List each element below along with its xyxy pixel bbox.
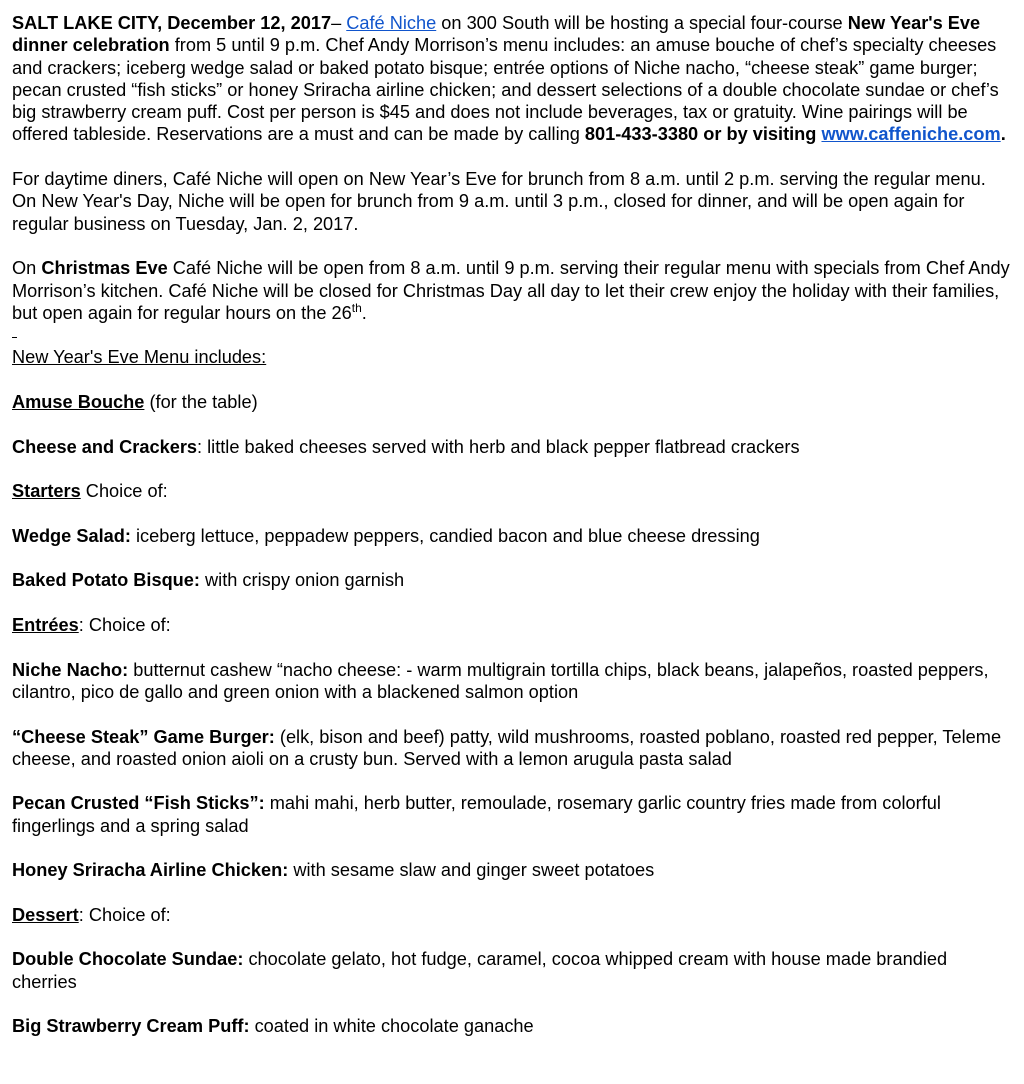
event-name: New Year's Eve dinner celebration xyxy=(12,13,981,56)
entrees-note: : Choice of: xyxy=(78,615,171,636)
christmas-paragraph xyxy=(12,257,1014,324)
dessert-title: Dessert xyxy=(12,904,79,925)
menu-cheese xyxy=(12,436,1014,458)
menu-chicken xyxy=(12,859,1014,881)
christmas-eve: Christmas Eve xyxy=(41,258,168,279)
menu-heading-text: New Year's Eve Menu includes: xyxy=(12,347,267,368)
website-link[interactable]: www.caffeniche.com xyxy=(821,124,1001,145)
puff-title: Big Strawberry Cream Puff: xyxy=(12,1016,250,1037)
christmas-on: On xyxy=(12,258,42,279)
starters-title: Starters xyxy=(12,481,81,502)
fish-desc: mahi mahi, herb butter, remoulade, rosemary garlic country fries made from colorful fingerlings and a spring salad xyxy=(12,793,941,836)
burger-desc: (elk, bison and beef) patty, wild mushrooms, roasted poblano, roasted red pepper, Teleme cheese, and roasted onion aioli on a crusty bun. Served with a lemon arugula pasta salad xyxy=(12,726,1002,769)
phone-number: 801-433-3380 or by visiting xyxy=(584,124,822,145)
sundae-desc: chocolate gelato, hot fudge, caramel, cocoa whipped cream with house made brandied cherries xyxy=(12,949,948,992)
puff-desc: coated in white chocolate ganache xyxy=(249,1016,534,1037)
menu-amuse xyxy=(12,391,1014,413)
menu-starters xyxy=(12,480,1014,502)
bisque-title: Baked Potato Bisque: xyxy=(12,570,200,591)
burger-title: “Cheese Steak” Game Burger: xyxy=(12,726,275,747)
menu-wedge xyxy=(12,525,1014,547)
intro-paragraph xyxy=(12,12,1014,146)
christmas-end: . xyxy=(361,302,367,323)
starters-note: Choice of: xyxy=(80,481,168,502)
amuse-note: (for the table) xyxy=(144,392,258,413)
cheese-title: Cheese and Crackers xyxy=(12,436,198,457)
menu-sundae xyxy=(12,948,1014,993)
dateline: SALT LAKE CITY, December 12, 2017 xyxy=(12,13,332,33)
sundae-title: Double Chocolate Sundae: xyxy=(12,949,244,970)
cafe-niche-link[interactable]: Café Niche xyxy=(346,13,437,33)
menu-bisque xyxy=(12,569,1014,591)
menu-fish xyxy=(12,792,1014,837)
wedge-title: Wedge Salad: xyxy=(12,525,131,546)
nacho-desc: butternut cashew “nacho cheese: - warm multigrain tortilla chips, black beans, jalapeños, roasted peppers, cilantro, pico de gallo and green onion with a blackened salmon option xyxy=(12,659,989,702)
spacer-mark xyxy=(12,324,1014,346)
christmas-text: Café Niche will be open from 8 a.m. until 9 p.m. serving their regular menu with specials from Chef Andy Morrison’s kitchen. Café Niche will be closed for Christmas Day all day to let their crew enjoy the holiday with their families, but open again for regular hours on the 26 xyxy=(12,258,1010,323)
menu-heading xyxy=(12,346,1014,368)
dessert-note: : Choice of: xyxy=(78,904,171,925)
intro-text-2: from 5 until 9 p.m. Chef Andy Morrison’s menu includes: an amuse bouche of chef’s specialty cheeses and crackers; iceberg wedge salad or baked potato bisque; entrée options of Niche nacho, “cheese steak” game burger; pecan crusted “fish sticks” or honey Sriracha airline chicken; and dessert selections of a double chocolate sundae or chef’s big strawberry cream puff. Cost per person is $45 and does not include beverages, tax or gratuity. Wine pairings will be offered tableside. Reservations are a must and can be made by calling xyxy=(12,35,999,145)
menu-entrees xyxy=(12,614,1014,636)
fish-title: Pecan Crusted “Fish Sticks”: xyxy=(12,793,265,814)
menu-dessert xyxy=(12,904,1014,926)
menu-burger xyxy=(12,726,1014,771)
dash: – xyxy=(331,13,347,33)
amuse-title: Amuse Bouche xyxy=(12,392,145,413)
christmas-sup: th xyxy=(351,300,362,315)
cheese-desc: : little baked cheeses served with herb and black pepper flatbread crackers xyxy=(197,436,800,457)
intro-end-period: . xyxy=(1000,124,1006,145)
nacho-title: Niche Nacho: xyxy=(12,659,129,680)
menu-puff xyxy=(12,1015,1014,1037)
bisque-desc: with crispy onion garnish xyxy=(199,570,405,591)
menu-nacho xyxy=(12,659,1014,704)
chicken-title: Honey Sriracha Airline Chicken: xyxy=(12,860,289,881)
daytime-paragraph: For daytime diners, Café Niche will open on New Year’s Eve for brunch from 8 a.m. until 2 p.m. serving the regular menu. On New Year's Day, Niche will be open for brunch from 9 a.m. until 3 p.m., closed for dinner, and will be open again for regular business on Tuesday, Jan. 2, 2017. xyxy=(12,169,986,234)
chicken-desc: with sesame slaw and ginger sweet potatoes xyxy=(288,860,655,881)
intro-text-1: on 300 South will be hosting a special four-course xyxy=(436,13,848,33)
entrees-title: Entrées xyxy=(12,615,79,636)
wedge-desc: iceberg lettuce, peppadew peppers, candied bacon and blue cheese dressing xyxy=(130,525,760,546)
